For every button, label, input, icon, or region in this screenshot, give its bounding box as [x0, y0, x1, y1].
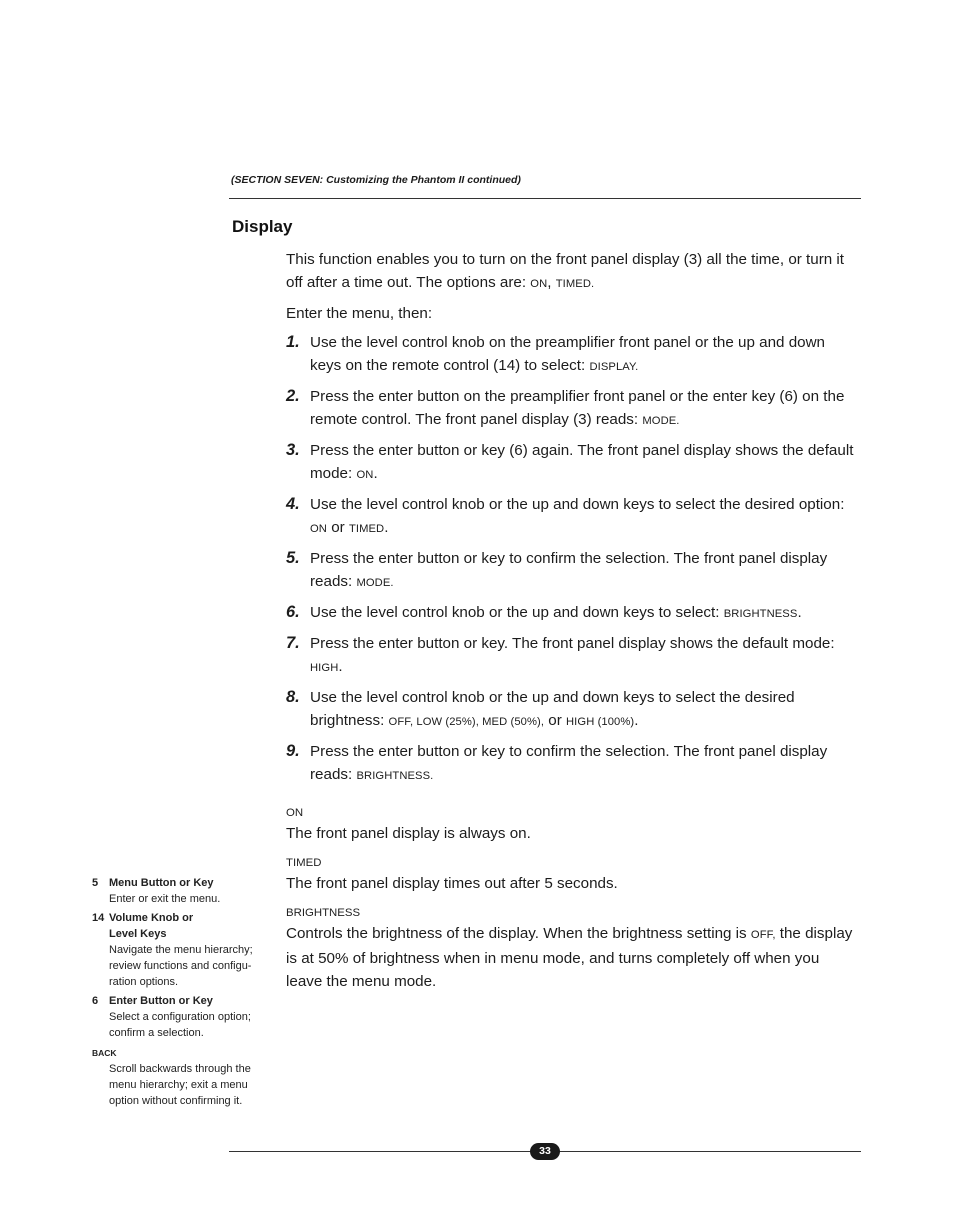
legend-title: Menu Button or Key: [109, 877, 214, 889]
step-option: HIGH: [310, 662, 339, 674]
legend-number: 5: [92, 877, 99, 889]
definition-term-timed: TIMED: [286, 857, 322, 869]
body-text: [286, 248, 856, 1003]
step-tail: .: [338, 658, 343, 675]
definition-term-brightness: BRIGHTNESS: [286, 907, 361, 919]
step-number: 2.: [286, 387, 300, 405]
sidebar-key-legend: [92, 875, 272, 1112]
step-option-2: HIGH (100%): [566, 716, 635, 728]
step-text: Press the enter button or key to confirm the selection. The front panel display reads:: [310, 743, 828, 783]
step-text: Use the level control knob on the preamplifier front panel or the up and down keys on the remote control (14) to select:: [310, 334, 826, 374]
step-option: MODE.: [642, 415, 680, 427]
step-option: DISPLAY.: [589, 361, 639, 373]
step-connector: or: [544, 712, 566, 729]
legend-back-label: BACK: [92, 1048, 117, 1058]
step-number: 4.: [286, 495, 300, 513]
step-number: 7.: [286, 634, 300, 652]
definition-desc-timed: The front panel display times out after 5 seconds.: [286, 875, 618, 892]
step-text: Use the level control knob or the up and down keys to select the desired option:: [310, 496, 845, 513]
step-text: Press the enter button on the preamplifier front panel or the enter key (6) on the remote control. The front panel display (3) reads:: [310, 388, 845, 428]
section-title: Display: [232, 217, 293, 236]
page-number: 33: [530, 1143, 560, 1160]
step-text: Use the level control knob or the up and down keys to select the desired brightness:: [310, 689, 795, 729]
option-on: ON: [530, 278, 548, 290]
option-separator: ,: [547, 274, 552, 291]
legend-desc: Select a configuration option; confirm a selection.: [109, 1011, 251, 1039]
brightness-desc-part-2: the display is at 50% of brightness when in menu mode, and turns completely off when you leave the menu mode.: [286, 925, 853, 990]
step-text: Use the level control knob or the up and down keys to select:: [310, 604, 720, 621]
enter-menu-text: Enter the menu, then:: [286, 305, 433, 322]
step-option-2: TIMED: [348, 523, 385, 535]
legend-title: Enter Button or Key: [109, 995, 213, 1007]
step-text: Press the enter button or key to confirm the selection. The front panel display reads:: [310, 550, 828, 590]
step-item: [286, 385, 856, 433]
step-option: MODE.: [356, 577, 394, 589]
step-text: Press the enter button or key. The front panel display shows the default mode:: [310, 635, 835, 652]
definition-desc-on: The front panel display is always on.: [286, 825, 531, 842]
step-tail: .: [384, 519, 389, 536]
legend-title: Volume Knob or Level Keys: [109, 912, 194, 940]
legend-number: 14: [92, 912, 105, 924]
legend-item: [92, 875, 272, 907]
step-item: [286, 493, 856, 541]
steps-list: [286, 331, 856, 788]
step-tail: .: [797, 604, 802, 621]
step-connector: or: [326, 519, 349, 536]
step-option: OFF, LOW (25%), MED (50%),: [388, 716, 545, 728]
step-number: 5.: [286, 549, 300, 567]
step-item: [286, 632, 856, 680]
legend-item: [92, 1045, 272, 1109]
brightness-desc-option: OFF,: [750, 929, 776, 941]
step-option: ON: [310, 523, 327, 535]
step-number: 6.: [286, 603, 300, 621]
step-option: ON: [356, 469, 374, 481]
step-number: 1.: [286, 333, 300, 351]
step-text: Press the enter button or key (6) again. The front panel display shows the default mode:: [310, 442, 854, 482]
step-number: 3.: [286, 441, 300, 459]
step-number: 8.: [286, 688, 300, 706]
legend-desc: Enter or exit the menu.: [109, 893, 221, 905]
legend-number: 6: [92, 995, 99, 1007]
step-tail: .: [373, 465, 378, 482]
step-number: 9.: [286, 742, 300, 760]
step-item: [286, 740, 856, 788]
definitions: [286, 805, 856, 993]
step-item: [286, 439, 856, 487]
legend-item: [92, 910, 272, 990]
running-head: (SECTION SEVEN: Customizing the Phantom II continued): [231, 174, 521, 186]
step-item: [286, 547, 856, 595]
step-tail: .: [634, 712, 639, 729]
step-item: [286, 601, 856, 626]
legend-item: [92, 993, 272, 1041]
definition-term-on: ON: [286, 807, 304, 819]
step-item: [286, 331, 856, 379]
header-rule: [229, 198, 861, 199]
step-option: BRIGHTNESS: [723, 608, 798, 620]
step-item: [286, 686, 856, 734]
legend-desc: Navigate the menu hierarchy; review functions and configu-ration options.: [109, 944, 253, 988]
definition-desc-brightness: [286, 922, 856, 993]
step-option: BRIGHTNESS.: [356, 770, 434, 782]
intro-paragraph: [286, 248, 856, 296]
option-timed: TIMED.: [555, 278, 595, 290]
intro-text: This function enables you to turn on the front panel display (3) all the time, or turn it off after a time out. The options are:: [286, 251, 845, 291]
legend-desc: Scroll backwards through the menu hierarchy; exit a menu option without confirming it.: [109, 1063, 251, 1107]
brightness-desc-part-1: Controls the brightness of the display. When the brightness setting is: [286, 925, 747, 942]
